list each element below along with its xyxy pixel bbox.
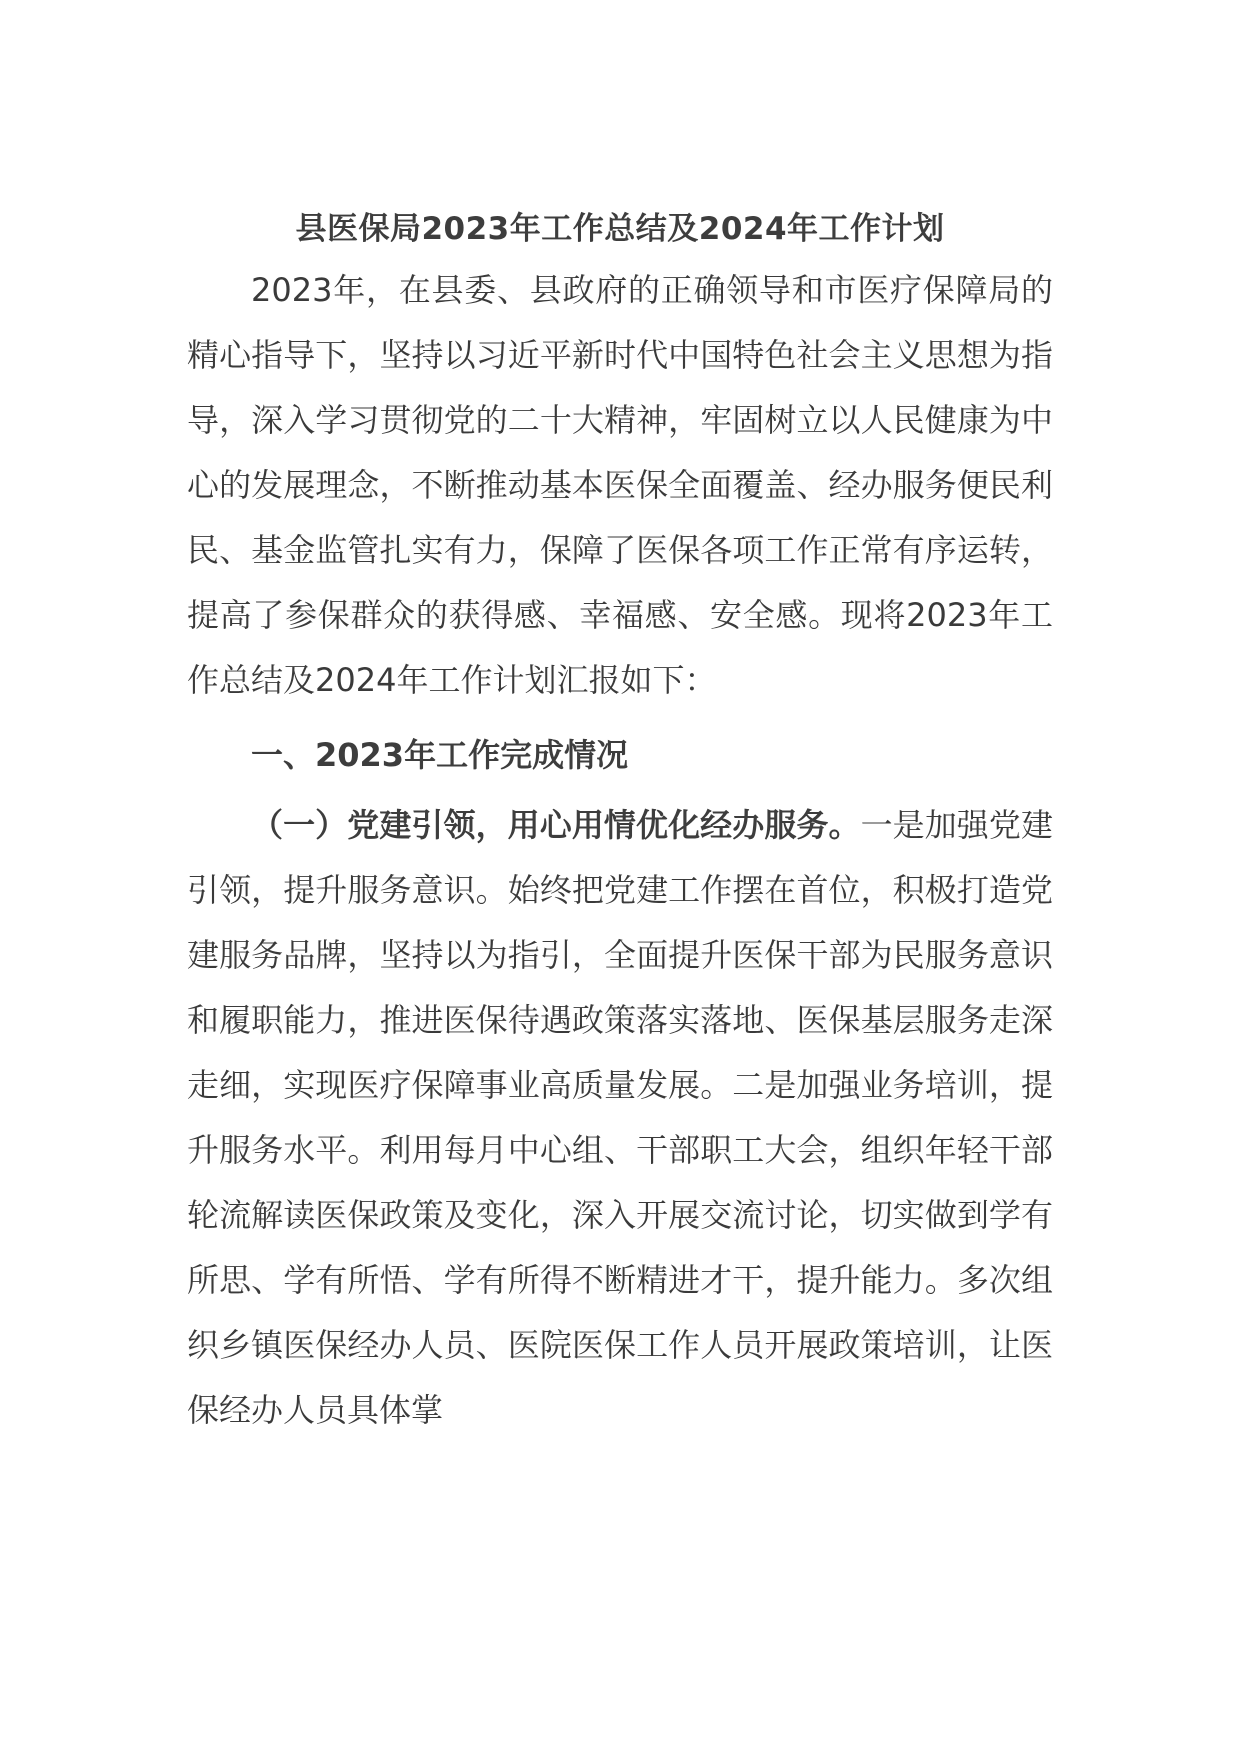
document-title: 县医保局2023年工作总结及2024年工作计划 <box>295 211 945 247</box>
intro-paragraph: 2023年，在县委、县政府的正确领导和市医疗保障局的精心指导下，坚持以习近平新时代中国特色社会主义思想为指导，深入学习贯彻党的二十大精神，牢固树立以人民健康为中心的发展理念，不断推动基本医保全面覆盖、经办服务便民利民、基金监管扎实有力，保障了医保各项工作正常有序运转，提高了参保群众的获得感、幸福感、安全感。现将2023年工作总结及2024年工作计划汇报如下： <box>187 271 1053 699</box>
document-body <box>187 200 1053 1443</box>
subsection-paragraph-1 <box>187 793 1053 1443</box>
section-heading-1: 一、2023年工作完成情况 <box>251 736 629 774</box>
subsection-body-1: 一是加强党建引领，提升服务意识。始终把党建工作摆在首位，积极打造党建服务品牌，坚持以为指引，全面提升医保干部为民服务意识和履职能力，推进医保待遇政策落实落地、医保基层服务走深走细，实现医疗保障事业高质量发展。二是加强业务培训，提升服务水平。利用每月中心组、干部职工大会，组织年轻干部轮流解读医保政策及变化，深入开展交流讨论，切实做到学有所思、学有所悟、学有所得不断精进才干，提升能力。多次组织乡镇医保经办人员、医院医保工作人员开展政策培训，让医保经办人员具体掌 <box>187 806 1053 1429</box>
subsection-lead-1: （一）党建引领，用心用情优化经办服务。 <box>251 806 861 844</box>
